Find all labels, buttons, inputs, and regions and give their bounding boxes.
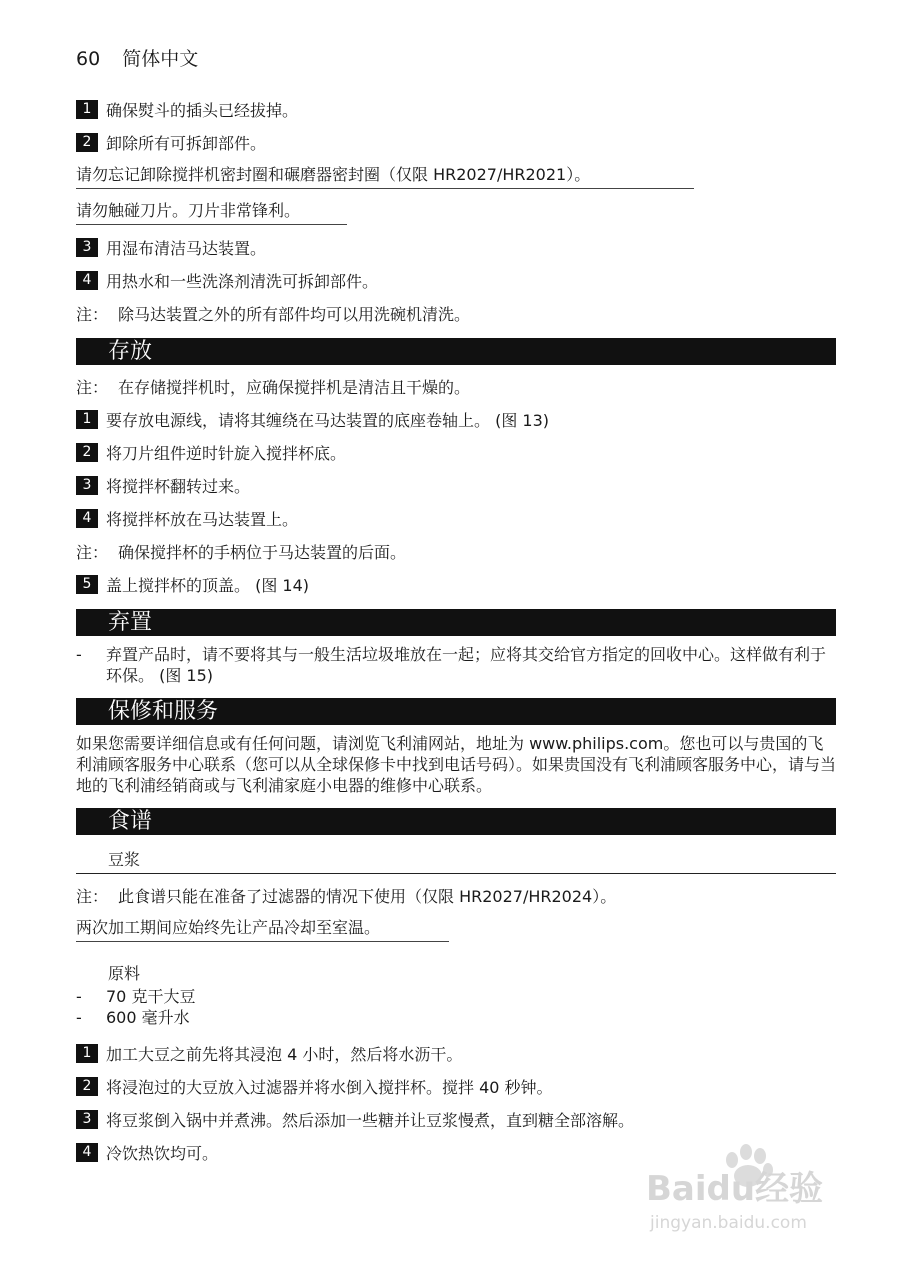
step-text: 用湿布清洁马达装置。 <box>106 238 267 258</box>
note-label: 注： <box>76 886 109 906</box>
warranty-paragraph: 如果您需要详细信息或有任何问题，请浏览飞利浦网站，地址为 www.philips.com。您也可以与贵国的飞利浦顾客服务中心联系（您可以从全球保修卡中找到电话号码）。如果贵国没有飞利浦顾客服务中心，请与当地的飞利浦经销商或与飞利浦家庭小电器的维修中心联系。 <box>76 734 837 795</box>
step-text: 将刀片组件逆时针旋入搅拌杯底。 <box>106 443 347 463</box>
cleaning-step-4 <box>76 267 836 293</box>
warning-blades: 请勿触碰刀片。刀片非常锋利。 <box>76 198 347 225</box>
step-text: 将搅拌杯翻转过来。 <box>106 476 251 496</box>
bullet-dash: - <box>76 1008 82 1027</box>
section-heading-recipes: 食谱 <box>76 808 836 835</box>
section-heading-disposal: 弃置 <box>76 609 836 636</box>
cleaning-step-2 <box>76 129 836 155</box>
storage-step-4 <box>76 505 836 531</box>
step-number-badge: 4 <box>76 509 98 528</box>
step-number-badge: 2 <box>76 1077 98 1096</box>
page-number: 60 <box>76 48 101 70</box>
section-heading-warranty: 保修和服务 <box>76 698 836 725</box>
step-text: 卸除所有可拆卸部件。 <box>106 133 267 153</box>
step-text: 将搅拌杯放在马达装置上。 <box>106 509 299 529</box>
cleaning-step-1 <box>76 96 836 122</box>
storage-step-1 <box>76 406 836 432</box>
ingredient-text: 600 毫升水 <box>106 1008 190 1027</box>
recipe-step-1 <box>76 1040 836 1066</box>
step-number-badge: 5 <box>76 575 98 594</box>
ingredient-text: 70 克干大豆 <box>106 987 196 1006</box>
note-text: 此食谱只能在准备了过滤器的情况下使用（仅限 HR2027/HR2024）。 <box>118 886 617 906</box>
storage-step-3 <box>76 472 836 498</box>
step-text: 用热水和一些洗涤剂清洗可拆卸部件。 <box>106 271 379 291</box>
cleaning-note <box>76 300 836 326</box>
step-text: 确保熨斗的插头已经拔掉。 <box>106 100 299 120</box>
page-content <box>76 96 836 1172</box>
step-number-badge: 2 <box>76 443 98 462</box>
note-label: 注： <box>76 542 109 562</box>
recipe-note <box>76 882 836 908</box>
note-text: 除马达装置之外的所有部件均可以用洗碗机清洗。 <box>118 304 471 324</box>
step-number-badge: 3 <box>76 1110 98 1129</box>
note-label: 注： <box>76 304 109 324</box>
note-label: 注： <box>76 377 109 397</box>
storage-step-2 <box>76 439 836 465</box>
step-text: 要存放电源线，请将其缠绕在马达装置的底座卷轴上。 (图 13) <box>106 410 550 430</box>
language-label: 简体中文 <box>122 48 199 70</box>
step-text: 冷饮热饮均可。 <box>106 1143 219 1163</box>
recipe-step-2 <box>76 1073 836 1099</box>
step-text: 加工大豆之前先将其浸泡 4 小时，然后将水沥干。 <box>106 1044 463 1064</box>
section-heading-storage: 存放 <box>76 338 836 365</box>
step-number-badge: 3 <box>76 238 98 257</box>
step-text: 盖上搅拌杯的顶盖。 (图 14) <box>106 575 310 595</box>
step-number-badge: 2 <box>76 133 98 152</box>
note-text: 在存储搅拌机时，应确保搅拌机是清洁且干燥的。 <box>118 377 471 397</box>
bullet-dash: - <box>76 645 82 664</box>
watermark-url: jingyan.baidu.com <box>650 1213 807 1233</box>
note-text: 确保搅拌杯的手柄位于马达装置的后面。 <box>118 542 407 562</box>
ingredients-list <box>76 986 836 1028</box>
step-number-badge: 1 <box>76 410 98 429</box>
step-number-badge: 4 <box>76 271 98 290</box>
step-number-badge: 1 <box>76 100 98 119</box>
warning-cool-down: 两次加工期间应始终先让产品冷却至室温。 <box>76 915 449 942</box>
bullet-dash: - <box>76 987 82 1006</box>
step-number-badge: 3 <box>76 476 98 495</box>
recipe-subtitle: 豆浆 <box>76 843 836 874</box>
disposal-text: 弃置产品时，请不要将其与一般生活垃圾堆放在一起；应将其交给官方指定的回收中心。这样做有利于环保。 (图 15) <box>106 645 827 685</box>
baidu-jingyan-watermark <box>640 1138 860 1238</box>
step-number-badge: 1 <box>76 1044 98 1063</box>
page-header <box>76 44 198 71</box>
step-number-badge: 4 <box>76 1143 98 1162</box>
storage-step-5 <box>76 571 836 597</box>
step-text: 将浸泡过的大豆放入过滤器并将水倒入搅拌杯。搅拌 40 秒钟。 <box>106 1077 553 1097</box>
step-text: 将豆浆倒入锅中并煮沸。然后添加一些糖并让豆浆慢煮，直到糖全部溶解。 <box>106 1110 635 1130</box>
list-item <box>76 986 836 1007</box>
recipe-step-3 <box>76 1106 836 1132</box>
storage-note-2 <box>76 538 836 564</box>
warning-seals: 请勿忘记卸除搅拌机密封圈和碾磨器密封圈（仅限 HR2027/HR2021）。 <box>76 162 694 189</box>
ingredients-heading: 原料 <box>108 964 141 983</box>
cleaning-step-3 <box>76 234 836 260</box>
list-item <box>76 1007 836 1028</box>
disposal-bullet <box>76 644 836 686</box>
watermark-brand: Baidu经验 <box>646 1169 824 1209</box>
storage-note-1 <box>76 373 836 399</box>
